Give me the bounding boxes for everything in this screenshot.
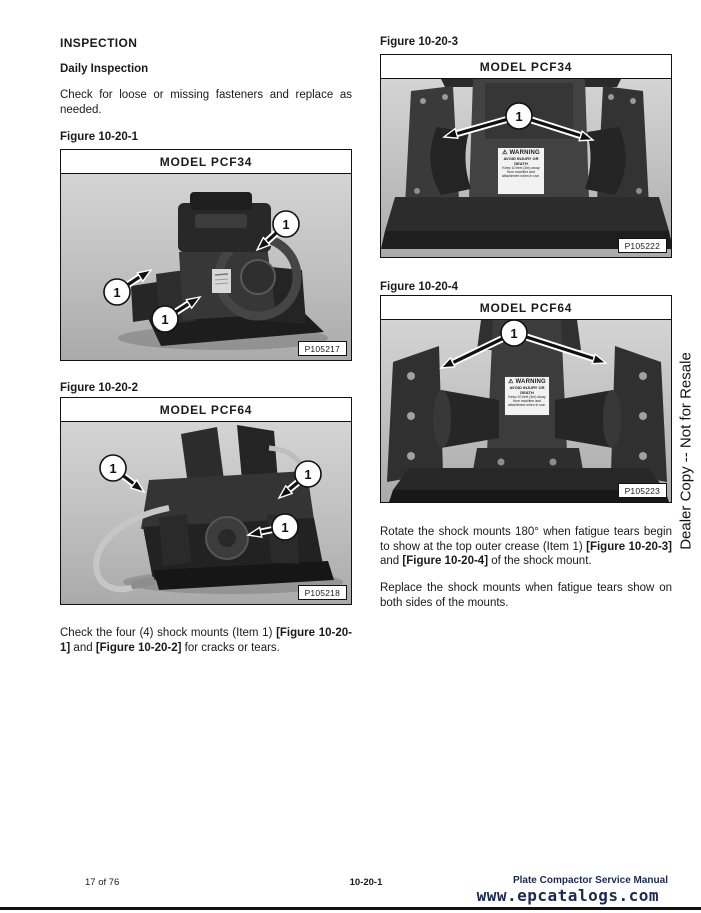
subsection-title: Daily Inspection <box>60 63 149 75</box>
rotate-paragraph <box>380 525 672 569</box>
figure-4-caption: Figure 10-20-4 <box>380 281 458 293</box>
warning-decal-line2: Keep 10 feet (3m) away from machine and attachment when in use. <box>508 395 546 407</box>
figure-1-model-header: MODEL PCF34 <box>61 150 351 174</box>
figure-2-photo-code: P105218 <box>298 585 347 601</box>
svg-text:1: 1 <box>282 217 290 232</box>
section-title: INSPECTION <box>60 36 138 50</box>
intro-paragraph: Check for loose or missing fasteners and replace as needed. <box>60 89 352 116</box>
figure-1-caption: Figure 10-20-1 <box>60 131 138 143</box>
figure-4-box <box>380 295 672 503</box>
svg-text:1: 1 <box>113 285 121 300</box>
figure-1-photo-code: P105217 <box>298 341 347 357</box>
figure-1-photo <box>61 174 351 360</box>
warning-decal-line1: AVOID INJURY OR DEATH <box>503 156 539 166</box>
check-paragraph-text: Check the four (4) shock mounts (Item 1) <box>60 627 277 639</box>
warning-decal <box>497 147 545 195</box>
figure-ref-10-20-4: [Figure 10-20-4] <box>402 555 489 567</box>
warning-decal-title: ⚠ WARNING <box>508 379 546 385</box>
footer-page-number: 17 of 76 <box>85 877 120 888</box>
replace-paragraph: Replace the shock mounts when fatigue tears show on both sides of the mounts. <box>380 582 672 609</box>
svg-text:1: 1 <box>161 312 169 327</box>
svg-text:1: 1 <box>304 467 312 482</box>
figure-ref-10-20-2: [Figure 10-20-2] <box>95 641 182 654</box>
compactor-pcf64-illustration <box>61 422 351 604</box>
figure-3-photo-code: P105222 <box>618 238 667 254</box>
svg-text:1: 1 <box>510 326 518 341</box>
figure-2-caption: Figure 10-20-2 <box>60 382 138 394</box>
compactor-pcf34-illustration <box>61 174 351 360</box>
footer-manual-title: Plate Compactor Service Manual <box>512 875 668 886</box>
website-watermark: www.epcatalogs.com <box>476 886 659 905</box>
rotate-paragraph-text: of the shock mount. <box>488 555 592 567</box>
figure-4-photo-code: P105223 <box>618 483 667 499</box>
footer-rule <box>0 907 701 910</box>
rotate-paragraph-text: Rotate the shock mounts 180° when fatigue tears begin to show at the top outer crease (Item 1) <box>380 526 672 553</box>
svg-text:1: 1 <box>281 520 289 535</box>
machine-body <box>96 425 334 590</box>
check-paragraph <box>60 626 352 655</box>
figure-4-model-header: MODEL PCF64 <box>381 296 671 320</box>
check-paragraph-text: for cracks or tears. <box>181 641 280 654</box>
warning-decal-line1: AVOID INJURY OR DEATH <box>509 385 545 395</box>
figure-ref-10-20-3: [Figure 10-20-3] <box>586 540 673 553</box>
warning-decal <box>504 376 550 416</box>
warning-decal-line2: Keep 10 feet (3m) away from machine and attachment when in use. <box>502 166 540 178</box>
svg-text:1: 1 <box>109 461 117 476</box>
figure-3-photo <box>381 79 671 257</box>
figure-2-box <box>60 397 352 605</box>
check-paragraph-text: and <box>70 641 96 654</box>
figure-3-caption: Figure 10-20-3 <box>380 36 458 48</box>
callout-left <box>100 455 147 496</box>
figure-2-photo <box>61 422 351 604</box>
warning-decal-title: ⚠ WARNING <box>502 150 540 156</box>
dealer-copy-watermark: Dealer Copy -- Not for Resale <box>677 352 695 550</box>
svg-text:1: 1 <box>515 109 523 124</box>
figure-3-box <box>380 54 672 258</box>
figure-2-model-header: MODEL PCF64 <box>61 398 351 422</box>
figure-3-model-header: MODEL PCF34 <box>381 55 671 79</box>
rotate-paragraph-text: and <box>380 555 403 567</box>
figure-ref-10-20-1: [Figure 10-20-1] <box>60 627 352 654</box>
figure-1-box <box>60 149 352 361</box>
figure-4-photo <box>381 320 671 502</box>
footer-section-code: 10-20-1 <box>349 877 383 888</box>
